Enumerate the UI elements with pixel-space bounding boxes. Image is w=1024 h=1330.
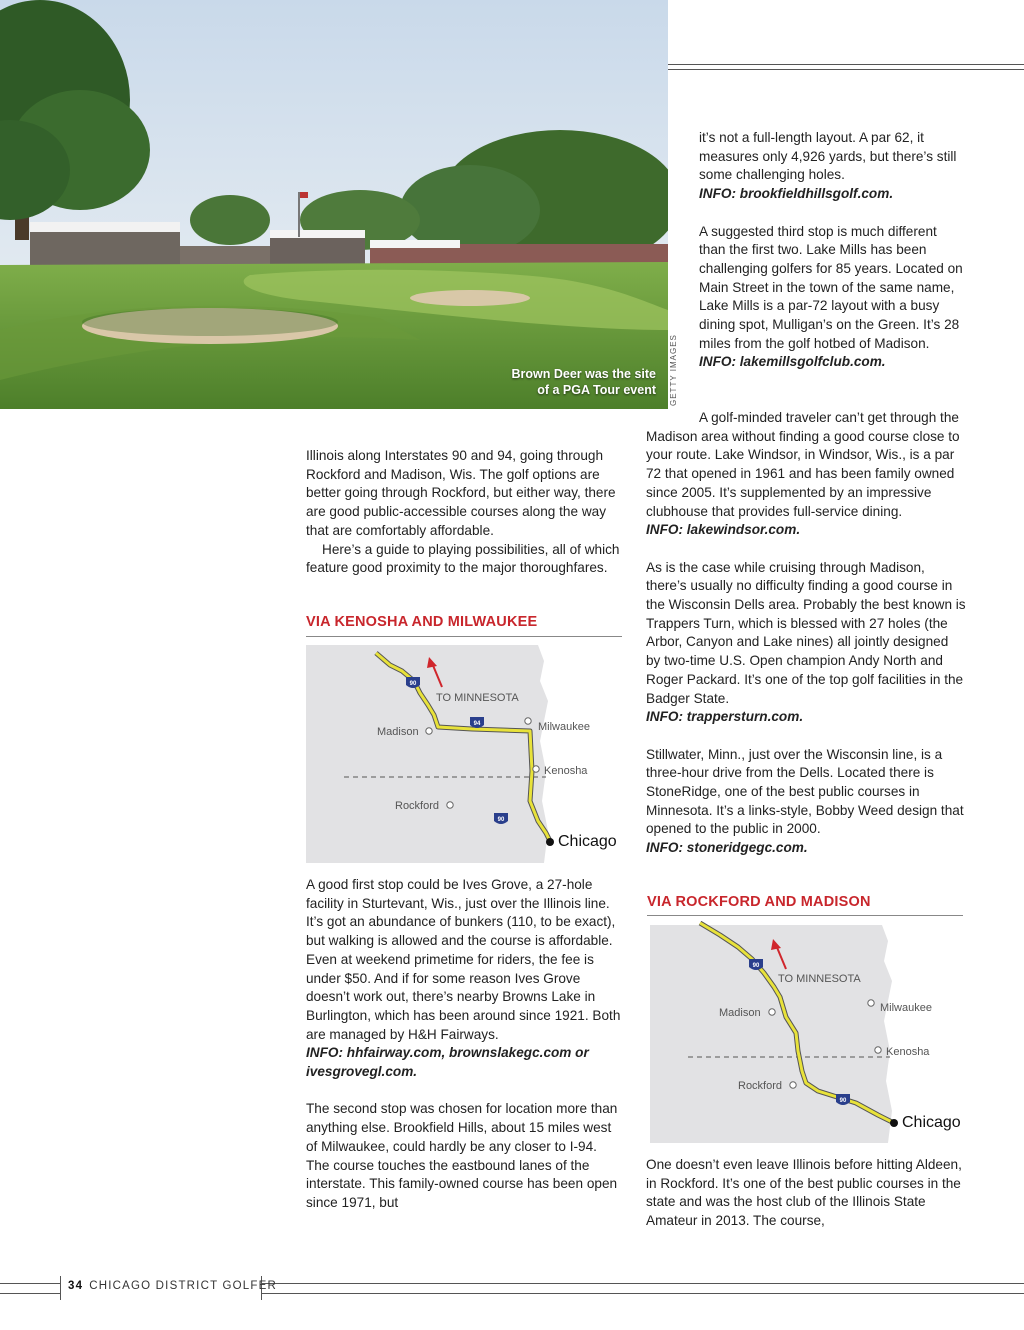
label-rockford: Rockford bbox=[395, 800, 440, 812]
header-rule-bottom bbox=[668, 69, 1024, 70]
kenosha-marker bbox=[875, 1047, 881, 1053]
section-rule-2 bbox=[647, 915, 963, 916]
milwaukee-marker bbox=[868, 1000, 874, 1006]
photo-credit: GETTY IMAGES bbox=[669, 334, 678, 406]
aldeen-text bbox=[646, 1156, 966, 1231]
milwaukee-marker bbox=[525, 718, 531, 724]
brookfield-paragraph: The second stop was chosen for location more than anything else. Brookfield Hills, about 15 miles west of Milwaukee, could hardly be any closer to I-94. The course touches the eastbound lanes of the interstate. This family-owned course has been open since 1971, but bbox=[306, 1101, 618, 1210]
photo-caption bbox=[512, 366, 657, 398]
section-heading-kenosha: VIA KENOSHA AND MILWAUKEE bbox=[306, 614, 538, 630]
route-map-rockford-madison bbox=[646, 921, 966, 1145]
label-milwaukee: Milwaukee bbox=[880, 1002, 932, 1014]
label-madison: Madison bbox=[719, 1007, 761, 1019]
label-rockford: Rockford bbox=[738, 1080, 783, 1092]
interstate-shield-90-south bbox=[836, 1094, 850, 1105]
trappers-turn-paragraph: As is the case while cruising through Madison, there’s usually no difficulty finding a good course in the Wisconsin Dells area. Probably the best known is Trappers Turn, which is blessed with 27 holes (the Arbor, Canyon and Lake nines) all jointly designed by two-time U.S. Open champion Andy North and Roger Packard. It’s one of the top golf facilities in the Badger State. bbox=[646, 559, 966, 706]
kenosha-marker bbox=[533, 766, 539, 772]
chicago-marker bbox=[546, 838, 554, 846]
svg-text:94: 94 bbox=[473, 721, 481, 727]
madison-marker bbox=[426, 728, 432, 734]
map-land bbox=[650, 925, 892, 1143]
interstate-shield-94 bbox=[470, 717, 484, 728]
right-column-top bbox=[699, 129, 965, 372]
label-to-minnesota: TO MINNESOTA bbox=[436, 692, 519, 704]
publication-name: CHICAGO DISTRICT GOLFER bbox=[89, 1280, 277, 1292]
intro-paragraph-2: Here’s a guide to playing possibilities, all of which feature good proximity to the major thoroughfares. bbox=[306, 541, 620, 576]
lake-mills-paragraph: A suggested third stop is much different than the first two. Lake Mills has been challenging golfers for 85 years. Located on Main Street in the town of the same name, Lake Mills is a par-72 layout with a busy dining spot, Mulligan’s on the Green. It’s 28 miles from the golf hotbed of Madison. bbox=[699, 223, 963, 351]
svg-text:90: 90 bbox=[752, 963, 760, 969]
stoneridge-paragraph: Stillwater, Minn., just over the Wisconsin line, is a three-hour drive from the Dells. Located there is StoneRidge, one of the best public courses in Minnesota. It’s a links-style, Bobby Weed design that opened to the public in 2000. bbox=[646, 746, 964, 837]
intro-text bbox=[306, 447, 622, 578]
ives-grove-paragraph: A good first stop could be Ives Grove, a 27-hole facility in Sturtevant, Wis., just over the Illinois line. It’s got an abundance of bunkers (110, to be exact), but walking is allowed and the course is affordable. Even at weekend primetime for riders, the fee is under $50. And if for some reason Ives Grove doesn’t work out, there’s nearby Browns Lake in Burlington, which has been around since 1921. Both are managed by H&H Fairways. bbox=[306, 877, 621, 1042]
interstate-shield-90-north bbox=[749, 959, 763, 970]
label-milwaukee: Milwaukee bbox=[538, 721, 590, 733]
label-to-minnesota: TO MINNESOTA bbox=[778, 973, 861, 985]
right-column-body bbox=[646, 409, 966, 858]
stoneridge-info: INFO: stoneridgegc.com. bbox=[646, 840, 808, 856]
trappers-turn-info: INFO: trappersturn.com. bbox=[646, 709, 804, 725]
interstate-shield-90-north bbox=[406, 677, 420, 688]
footer-rule-right-bottom bbox=[262, 1293, 1024, 1294]
svg-text:90: 90 bbox=[497, 817, 505, 823]
footer-rule-right-top bbox=[262, 1283, 1024, 1284]
header-rule-top bbox=[668, 64, 1024, 65]
label-chicago: Chicago bbox=[902, 1114, 961, 1131]
lake-windsor-info: INFO: lakewindsor.com. bbox=[646, 522, 801, 538]
label-chicago: Chicago bbox=[558, 833, 617, 850]
aldeen-paragraph: One doesn’t even leave Illinois before hitting Aldeen, in Rockford. It’s one of the best public courses in the state and was the host club of the Illinois State Amateur in 2013. The course, bbox=[646, 1157, 962, 1229]
section-rule-1 bbox=[306, 636, 622, 637]
rockford-marker bbox=[790, 1082, 796, 1088]
intro-paragraph-1: Illinois along Interstates 90 and 94, going through Rockford and Madison, Wis. The golf options are better going through Rockford, but either way, there are good public-accessible courses along the way that are comfortably affordable. bbox=[306, 448, 616, 538]
madison-marker bbox=[769, 1009, 775, 1015]
svg-text:90: 90 bbox=[409, 681, 417, 687]
lake-mills-info: INFO: lakemillsgolfclub.com. bbox=[699, 354, 886, 370]
route-map-kenosha-milwaukee bbox=[302, 641, 622, 865]
rockford-marker bbox=[447, 802, 453, 808]
golf-course-image bbox=[0, 0, 668, 409]
left-column-body bbox=[306, 876, 622, 1213]
section-heading-rockford: VIA ROCKFORD AND MADISON bbox=[647, 894, 871, 910]
brookfield-continued: it’s not a full-length layout. A par 62, it measures only 4,926 yards, but there’s still some challenging holes. bbox=[699, 130, 957, 183]
svg-text:90: 90 bbox=[839, 1098, 847, 1104]
ives-grove-info: INFO: hhfairway.com, brownslakegc.com or ivesgrovegl.com. bbox=[306, 1045, 589, 1080]
footer-rule-left-bottom bbox=[0, 1293, 60, 1294]
brookfield-info: INFO: brookfieldhillsgolf.com. bbox=[699, 186, 894, 202]
label-kenosha: Kenosha bbox=[544, 765, 588, 777]
label-kenosha: Kenosha bbox=[886, 1046, 930, 1058]
lake-windsor-paragraph: A golf-minded traveler can’t get through the Madison area without finding a good course close to your route. Lake Windsor, in Windsor, Wis., is a par 72 that opened in 1961 and has been family owned since 2005. It’s supplemented by an impressive clubhouse that provides full-service dining. bbox=[646, 410, 960, 519]
interstate-shield-90-south bbox=[494, 813, 508, 824]
page-number: 34 bbox=[68, 1280, 84, 1292]
label-madison: Madison bbox=[377, 726, 419, 738]
hero-photo bbox=[0, 0, 668, 409]
chicago-marker bbox=[890, 1119, 898, 1127]
caption-line-2: of a PGA Tour event bbox=[537, 383, 656, 397]
page-footer bbox=[68, 1280, 277, 1292]
caption-line-1: Brown Deer was the site bbox=[511, 367, 656, 381]
footer-rule-left-top bbox=[0, 1283, 60, 1284]
map-land bbox=[306, 645, 548, 863]
